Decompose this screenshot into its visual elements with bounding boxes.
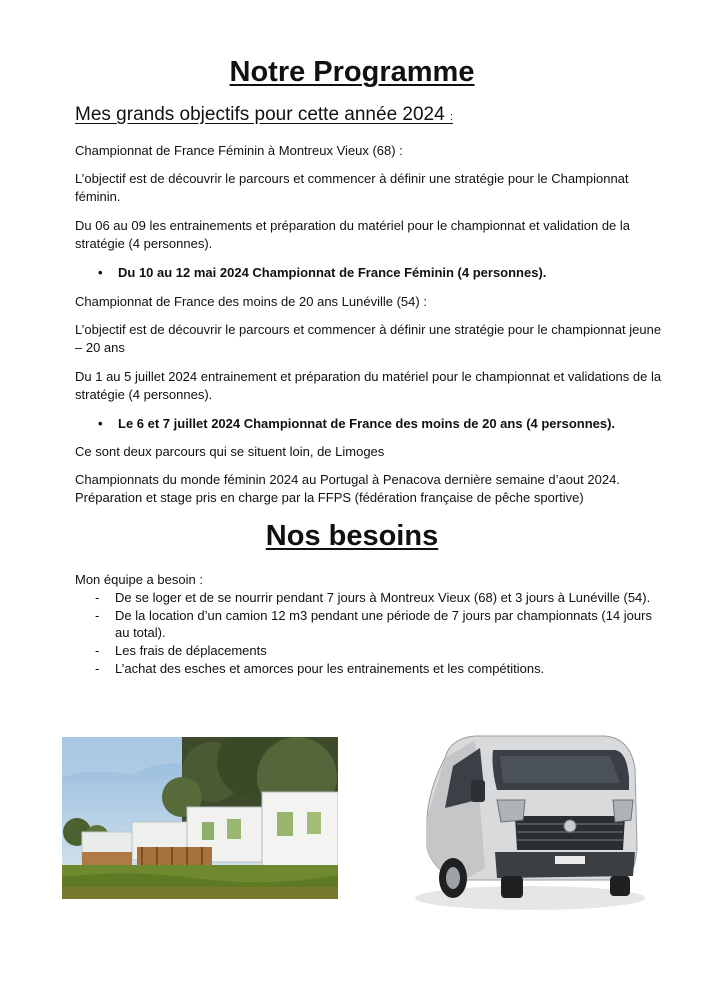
list-item [75,589,675,606]
paragraph-objectif-feminin: L’objectif est de découvrir le parcours et commencer à définir une stratégie pour le Championnat féminin. [75,171,629,204]
list-item [75,642,675,659]
bullet-dot: • [98,416,103,431]
dash-marker: - [95,590,100,605]
dash-marker: - [95,661,100,676]
van-photo [405,728,645,914]
list-item [75,660,675,677]
paragraph-preparation-juillet: Du 1 au 5 juillet 2024 entrainement et préparation du matériel pour le championnat et validations de la stratégie (4 personnes). [75,369,662,402]
list-item-text: Les frais de déplacements [115,643,267,658]
section-subtitle [75,104,453,126]
list-item-text: L’achat des esches et amorces pour les entrainements et les compétitions. [115,661,545,676]
paragraph-preparation-feminin: Du 06 au 09 les entrainements et préparation du matériel pour le championnat et validation de la stratégie (4 personnes). [75,218,631,251]
dash-marker: - [95,608,100,623]
bullet-dot: • [98,265,103,280]
mobile-homes-photo [62,737,338,899]
section-title-besoins: Nos besoins [265,520,439,552]
paragraph-limoges: Ce sont deux parcours qui se situent loin, de Limoges [75,444,385,459]
list-item-text: De la location d’un camion 12 m3 pendant une période de 7 jours par championnats (14 jours au total). [115,608,652,640]
page-title: Notre Programme [229,56,475,88]
paragraph-championnat-moins-20: Championnat de France des moins de 20 ans Lunéville (54) : [75,294,427,309]
list-item [75,607,675,641]
subtitle-text: Mes grands objectifs pour cette année 2024 [75,104,445,125]
needs-list [75,571,675,677]
paragraph-objectif-jeune: L’objectif est de découvrir le parcours et commencer à définir une stratégie pour le championnat jeune – 20 ans [75,322,662,355]
paragraph-championnat-feminin: Championnat de France Féminin à Montreux Vieux (68) : [75,143,403,158]
list-item-text: De se loger et de se nourrir pendant 7 jours à Montreux Vieux (68) et 3 jours à Lunéville (54). [115,590,651,605]
bullet-text: Le 6 et 7 juillet 2024 Championnat de France des moins de 20 ans (4 personnes). [118,416,616,431]
bullet-text: Du 10 au 12 mai 2024 Championnat de France Féminin (4 personnes). [118,265,547,280]
subtitle-colon: : [449,111,454,123]
paragraph-championnats-monde: Championnats du monde féminin 2024 au Portugal à Penacova dernière semaine d’aout 2024. Préparation et stage pris en charge par la FFPS (fédération française de pêche sportive) [75,472,620,505]
needs-intro: Mon équipe a besoin : [75,572,203,587]
dash-marker: - [95,643,100,658]
